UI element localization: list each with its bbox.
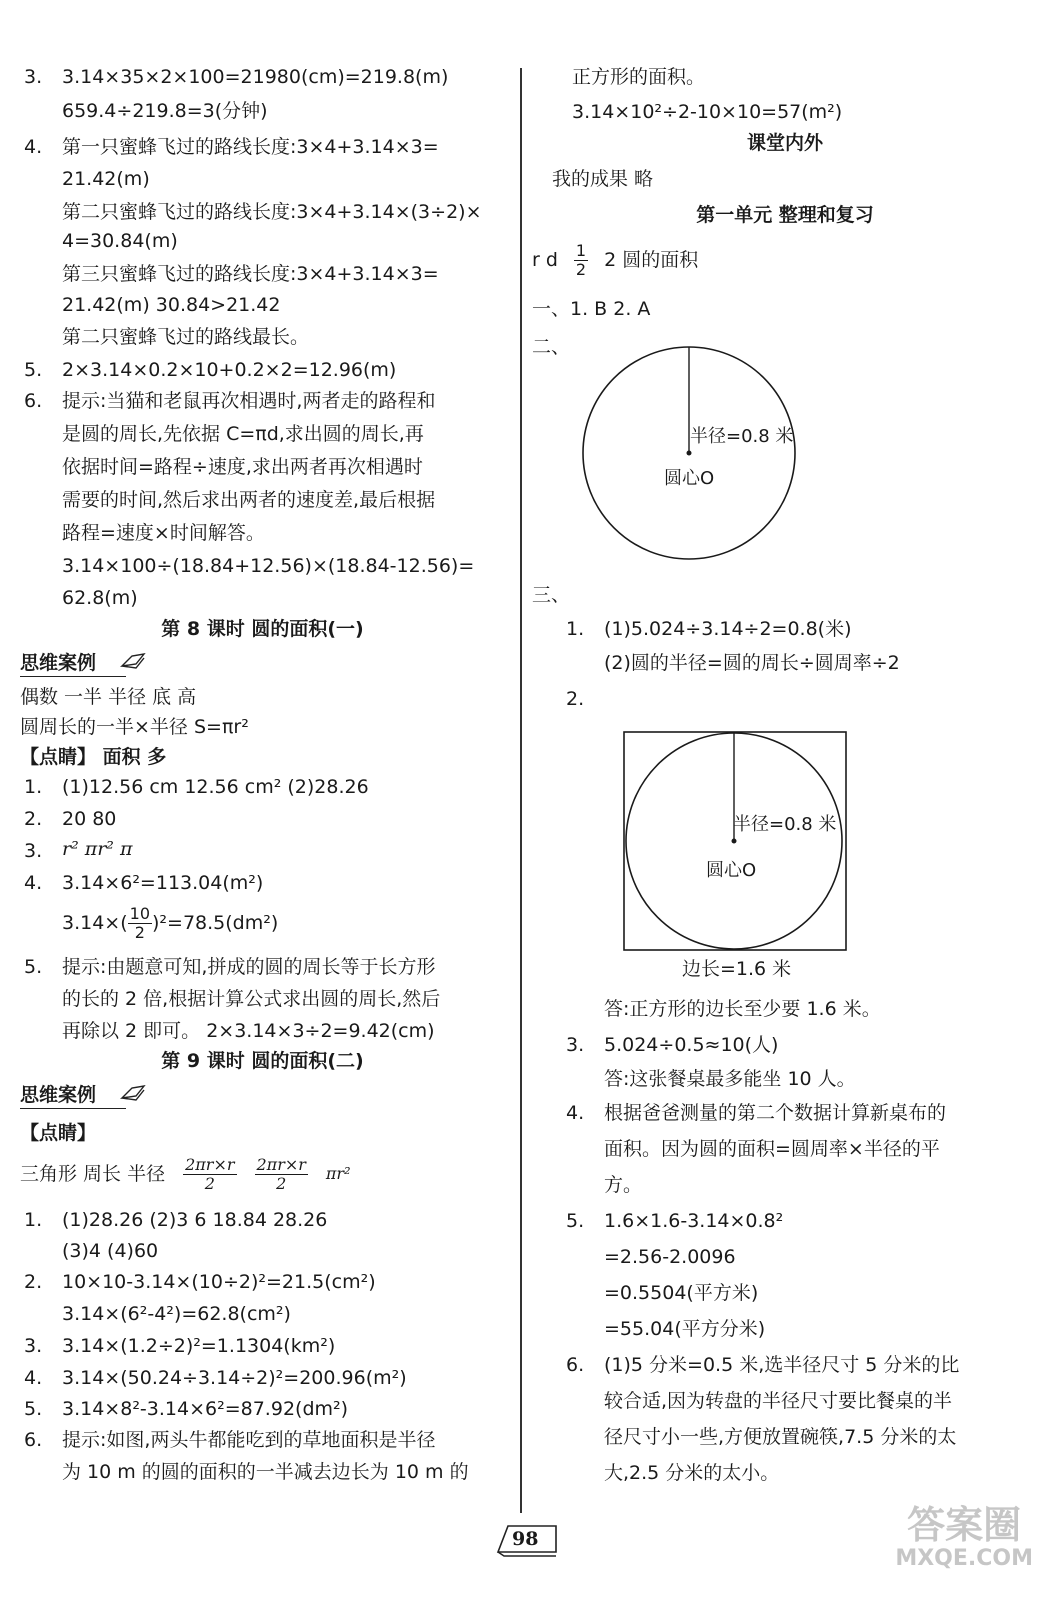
circle-figure-1 [575, 335, 815, 575]
text-line: 3.14×10²÷2-10×10=57(m²) [572, 101, 843, 123]
fraction: $\frac{10}{2}$ [129, 903, 150, 942]
radius-label: 半径=0.8 米 [690, 426, 794, 447]
text-line: 3.14×(1.2÷2)²=1.1304(km²) [62, 1335, 336, 1357]
text-line: 提示:当猫和老鼠再次相遇时,两者走的路程和 [62, 390, 436, 412]
text-line: 提示:如图,两头牛都能吃到的草地面积是半径 [62, 1429, 436, 1451]
text-line: 10×10-3.14×(10÷2)²=21.5(cm²) [62, 1271, 376, 1293]
text-line: 一、1. B 2. A [532, 298, 651, 320]
center-label: 圆心O [706, 860, 757, 881]
item-number: 2. [24, 1271, 43, 1293]
text-line: 659.4÷219.8=3(分钟) [62, 100, 268, 122]
text-line: 1.6×1.6-3.14×0.8² [604, 1210, 784, 1232]
item-number: 5. [24, 1398, 43, 1420]
text-line: 4=30.84(m) [62, 230, 178, 252]
text-line: πr² [325, 1164, 351, 1183]
text-line: (3)4 (4)60 [62, 1240, 159, 1262]
text-line: 为 10 m 的圆的面积的一半减去边长为 10 m 的 [62, 1461, 469, 1483]
text-line: 【点睛】 [20, 1122, 97, 1144]
center-label: 圆心O [664, 468, 715, 489]
item-number: 4. [24, 1367, 43, 1389]
item-number: 1. [24, 1209, 43, 1231]
text-line: 3.14×(6²-4²)=62.8(cm²) [62, 1303, 291, 1325]
text-line: r d [532, 248, 558, 271]
book-icon [120, 1084, 146, 1102]
text-line: 【点睛】 面积 多 [20, 746, 167, 768]
text-line: 再除以 2 即可。 2×3.14×3÷2=9.42(cm) [62, 1020, 435, 1042]
book-icon [120, 652, 146, 670]
fraction: $\frac{2\pi r\times r}{2}$ [256, 1154, 306, 1193]
text-line: (2)圆的半径=圆的周长÷圆周率÷2 [604, 652, 900, 674]
think-label: 思维案例 [20, 1086, 96, 1105]
text-line: 答:这张餐桌最多能坐 10 人。 [604, 1068, 856, 1090]
radius-label: 半径=0.8 米 [733, 814, 837, 835]
item-number: 5. [566, 1210, 585, 1232]
item-number: 3. [24, 840, 43, 862]
text-line: 三角形 周长 半径 [20, 1162, 166, 1185]
text-line: 大,2.5 分米的太小。 [604, 1462, 780, 1484]
text-line: =2.56-2.0096 [604, 1246, 736, 1268]
text-line: 3.14×35×2×100=21980(cm)=219.8(m) [62, 66, 449, 88]
text-line: 依据时间=路程÷速度,求出两者再次相遇时 [62, 456, 423, 478]
formula-line [20, 1152, 350, 1196]
text-line: 21.42(m) [62, 168, 150, 190]
item-number: 5. [24, 359, 43, 381]
center-dot [687, 451, 692, 456]
lesson-heading-9: 第 9 课时 圆的面积(二) [161, 1050, 364, 1072]
think-label: 思维案例 [20, 654, 96, 673]
item-number: 5. [24, 956, 43, 978]
text-line: 2×3.14×0.2×10+0.2×2=12.96(m) [62, 359, 397, 381]
item-number: 6. [24, 390, 43, 412]
text-line: 根据爸爸测量的第二个数据计算新桌布的 [604, 1102, 947, 1124]
column-divider [520, 68, 522, 1513]
text-line: 的长的 2 倍,根据计算公式求出圆的周长,然后 [62, 988, 441, 1010]
text-line: 第三只蜜蜂飞过的路线长度:3×4+3.14×3= [62, 263, 439, 285]
watermark-top: 答案圈 [907, 1503, 1022, 1547]
item-number: 2. [24, 808, 43, 830]
fraction: $\frac{1}{2}$ [575, 240, 587, 279]
text-line: (1)12.56 cm 12.56 cm² (2)28.26 [62, 776, 369, 798]
text-line: 3.14×(50.24÷3.14÷2)²=200.96(m²) [62, 1367, 407, 1389]
text-line: 路程=速度×时间解答。 [62, 522, 265, 544]
lesson-heading-8: 第 8 课时 圆的面积(一) [161, 618, 364, 640]
formula-line [532, 236, 698, 284]
text-line: 是圆的周长,先依据 C=πd,求出圆的周长,再 [62, 423, 424, 445]
text-line: (1)28.26 (2)3 6 18.84 28.26 [62, 1209, 328, 1231]
square-circle-figure [620, 728, 850, 958]
item-number: 6. [24, 1429, 43, 1451]
page-number-badge [494, 1522, 560, 1558]
text-line: (1)5 分米=0.5 米,选半径尺寸 5 分米的比 [604, 1354, 960, 1376]
text-line: 答:正方形的边长至少要 1.6 米。 [604, 998, 881, 1020]
item-number: 6. [566, 1354, 585, 1376]
side-label: 边长=1.6 米 [682, 958, 792, 980]
page-number: 98 [512, 1528, 539, 1550]
item-number: 4. [24, 136, 43, 158]
text-line: 62.8(m) [62, 587, 138, 609]
text-line: 提示:由题意可知,拼成的圆的周长等于长方形 [62, 956, 436, 978]
text-line: 2 圆的面积 [604, 248, 699, 271]
text-line: 21.42(m) 30.84>21.42 [62, 294, 281, 316]
text-line: 3.14×8²-3.14×6²=87.92(dm²) [62, 1398, 349, 1420]
text-line: 偶数 一半 半径 底 高 [20, 686, 197, 708]
watermark-bottom: MXQE.COM [895, 1546, 1033, 1571]
fraction: $\frac{2\pi r\times r}{2}$ [185, 1154, 235, 1193]
text-line: 3.14×( [62, 911, 128, 934]
text-line: 3.14×100÷(18.84+12.56)×(18.84-12.56)= [62, 555, 475, 577]
item-number: 4. [566, 1102, 585, 1124]
text-line: (1)5.024÷3.14÷2=0.8(米) [604, 618, 852, 640]
item-number: 1. [24, 776, 43, 798]
text-line: 正方形的面积。 [572, 66, 706, 88]
text-line: 较合适,因为转盘的半径尺寸要比餐桌的半 [604, 1390, 953, 1412]
text-line: 第一只蜜蜂飞过的路线长度:3×4+3.14×3= [62, 136, 439, 158]
text-line: r² πr² π [62, 838, 133, 860]
text-line: 圆周长的一半×半径 S=πr² [20, 716, 249, 738]
item-number: 2. [566, 688, 585, 710]
section-heading-class: 课堂内外 [746, 132, 823, 154]
formula-line [62, 903, 278, 943]
center-dot [732, 839, 737, 844]
text-line: 径尺寸小一些,方便放置碗筷,7.5 分米的太 [604, 1426, 957, 1448]
item-number: 3. [566, 1034, 585, 1056]
text-line: =0.5504(平方米) [604, 1282, 759, 1304]
unit-heading: 第一单元 整理和复习 [696, 204, 874, 226]
text-line: 3.14×6²=113.04(m²) [62, 872, 264, 894]
text-line: 20 80 [62, 808, 117, 830]
item-number: 4. [24, 872, 43, 894]
text-line: )²=78.5(dm²) [152, 911, 279, 934]
text-line: 我的成果 略 [552, 168, 654, 190]
text-line: 面积。因为圆的面积=圆周率×半径的平 [604, 1138, 940, 1160]
item-number: 1. [566, 618, 585, 640]
text-line: 第二只蜜蜂飞过的路线长度:3×4+3.14×(3÷2)× [62, 201, 482, 223]
text-line: 需要的时间,然后求出两者的速度差,最后根据 [62, 489, 436, 511]
text-line: 5.024÷0.5≈10(人) [604, 1034, 779, 1056]
text-line: 第二只蜜蜂飞过的路线最长。 [62, 326, 310, 348]
watermark [895, 1503, 1033, 1571]
text-line: 二、 [532, 336, 571, 358]
text-line: 三、 [532, 584, 571, 606]
text-line: =55.04(平方分米) [604, 1318, 766, 1340]
item-number: 3. [24, 1335, 43, 1357]
item-number: 3. [24, 66, 43, 88]
text-line: 方。 [604, 1174, 643, 1196]
